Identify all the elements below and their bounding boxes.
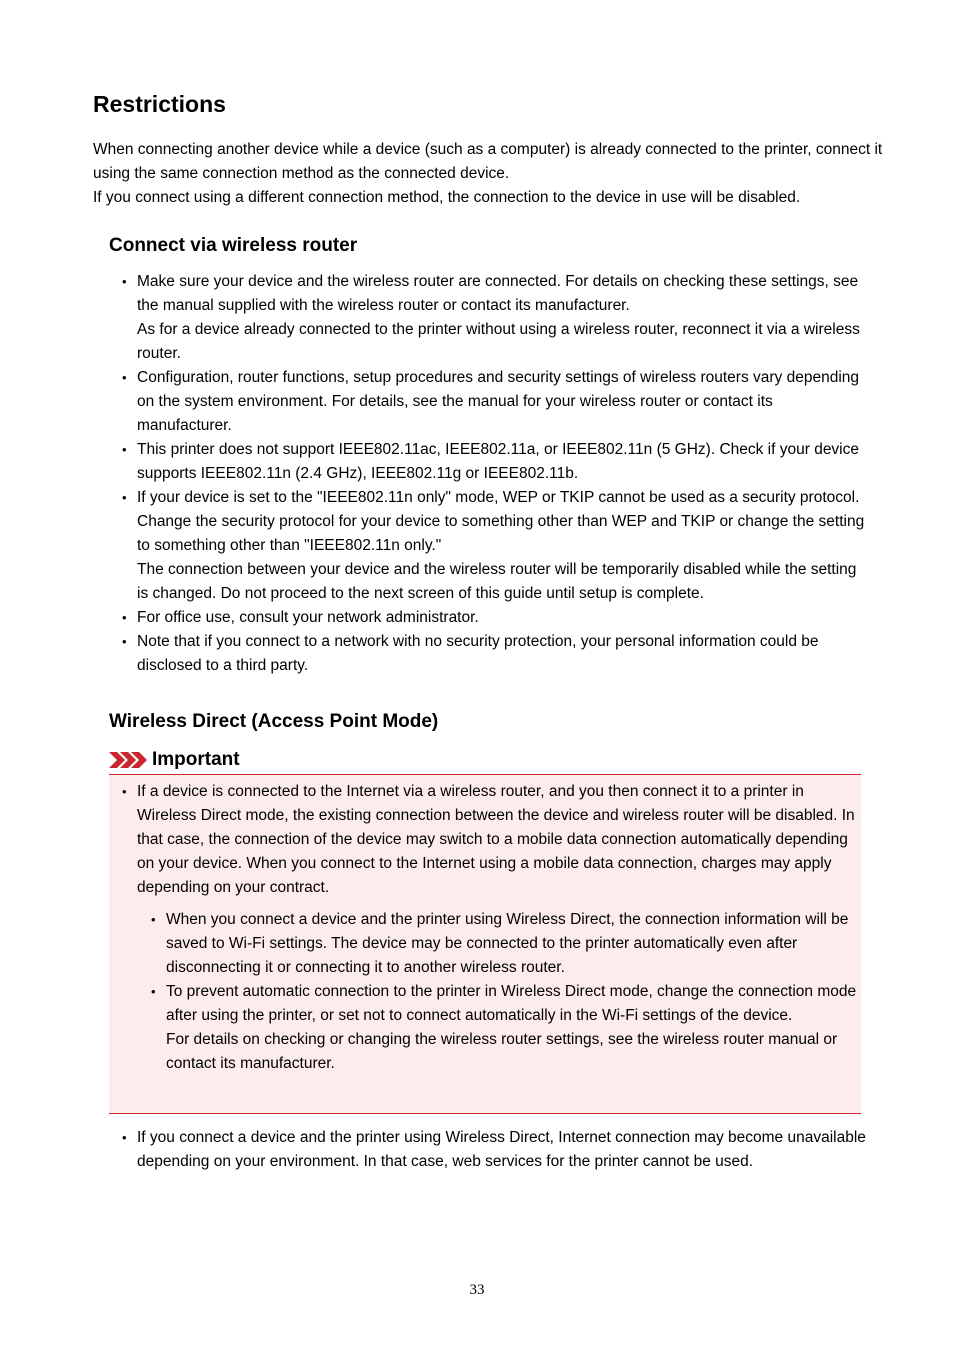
intro-paragraph bbox=[93, 138, 883, 210]
list-item-text: • This printer does not support IEEE802.11ac, IEEE802.11a, or IEEE802.11n (5 GHz). Check if your device supports IEEE802.11n (2.4 GHz), IEEE802.11g or IEEE802.11b. bbox=[137, 441, 859, 482]
list-item bbox=[108, 1126, 868, 1174]
page-number: 33 bbox=[469, 1282, 485, 1298]
important-header bbox=[109, 746, 861, 775]
important-sub-list bbox=[137, 908, 860, 1076]
list-item-text: • When you connect a device and the printer using Wireless Direct, the connection information will be saved to Wi-Fi settings. The device may be connected to the printer automatically even after disconnecting it or connecting it to another wireless router. bbox=[166, 911, 849, 976]
section-heading-wireless-direct: Wireless Direct (Access Point Mode) bbox=[109, 711, 439, 732]
list-item bbox=[137, 908, 860, 980]
important-list bbox=[108, 780, 860, 1076]
list-item bbox=[108, 366, 868, 438]
list-item-note: As for a device already connected to the printer without using a wireless router, reconnect it via a wireless router. bbox=[137, 321, 860, 362]
list-item bbox=[108, 438, 868, 486]
list-item-text: • To prevent automatic connection to the printer in Wireless Direct mode, change the connection mode after using the printer, or set not to connect automatically in the Wi-Fi settings of the device. bbox=[166, 983, 857, 1024]
important-box bbox=[109, 775, 861, 1114]
list-item-text: • If your device is set to the "IEEE802.11n only" mode, WEP or TKIP cannot be used as a security protocol. Change the security protocol for your device to something other than WEP and TKIP or change the setting to something other than "IEEE802.11n only." bbox=[137, 489, 865, 554]
section-heading-wireless-router: Connect via wireless router bbox=[109, 235, 358, 256]
wireless-router-list bbox=[108, 270, 868, 678]
list-item-text: • Make sure your device and the wireless router are connected. For details on checking these settings, see the manual supplied with the wireless router or contact its manufacturer. bbox=[137, 273, 859, 314]
list-item bbox=[108, 780, 860, 1076]
list-item bbox=[137, 980, 860, 1076]
list-item-text: • Configuration, router functions, setup procedures and security settings of wireless routers vary depending on the system environment. For details, see the manual for your wireless router or contact its manufacturer. bbox=[137, 369, 859, 434]
list-item-text: • Note that if you connect to a network with no security protection, your personal information could be disclosed to a third party. bbox=[137, 633, 819, 674]
list-item-note: The connection between your device and the wireless router will be temporarily disabled while the setting is changed. Do not proceed to the next screen of this guide until setup is complete. bbox=[137, 561, 857, 602]
list-item bbox=[108, 486, 868, 606]
page-title: Restrictions bbox=[93, 91, 226, 117]
intro-line: If you connect using a different connection method, the connection to the device in use will be disabled. bbox=[93, 189, 801, 206]
important-label: Important bbox=[152, 749, 240, 770]
list-item bbox=[108, 270, 868, 366]
list-item bbox=[108, 630, 868, 678]
list-item-text: • If you connect a device and the printer using Wireless Direct, Internet connection may become unavailable depending on your environment. In that case, web services for the printer cannot be used. bbox=[137, 1129, 866, 1170]
important-chevrons-icon bbox=[109, 752, 147, 768]
list-item-text: • For office use, consult your network administrator. bbox=[137, 609, 479, 626]
list-item bbox=[108, 606, 868, 630]
wireless-direct-list bbox=[108, 1126, 868, 1174]
intro-line: When connecting another device while a device (such as a computer) is already connected to the printer, connect it using the same connection method as the connected device. bbox=[93, 141, 883, 182]
list-item-note: For details on checking or changing the wireless router settings, see the wireless router manual or contact its manufacturer. bbox=[166, 1031, 838, 1072]
list-item-text: • If a device is connected to the Internet via a wireless router, and you then connect it to a printer in Wireless Direct mode, the existing connection between the device and wireless router will be disabled. In that case, the connection of the device may switch to a mobile data connection automatically depending on your device. When you connect to the Internet using a mobile data connection, charges may apply depending on your contract. bbox=[137, 783, 855, 896]
